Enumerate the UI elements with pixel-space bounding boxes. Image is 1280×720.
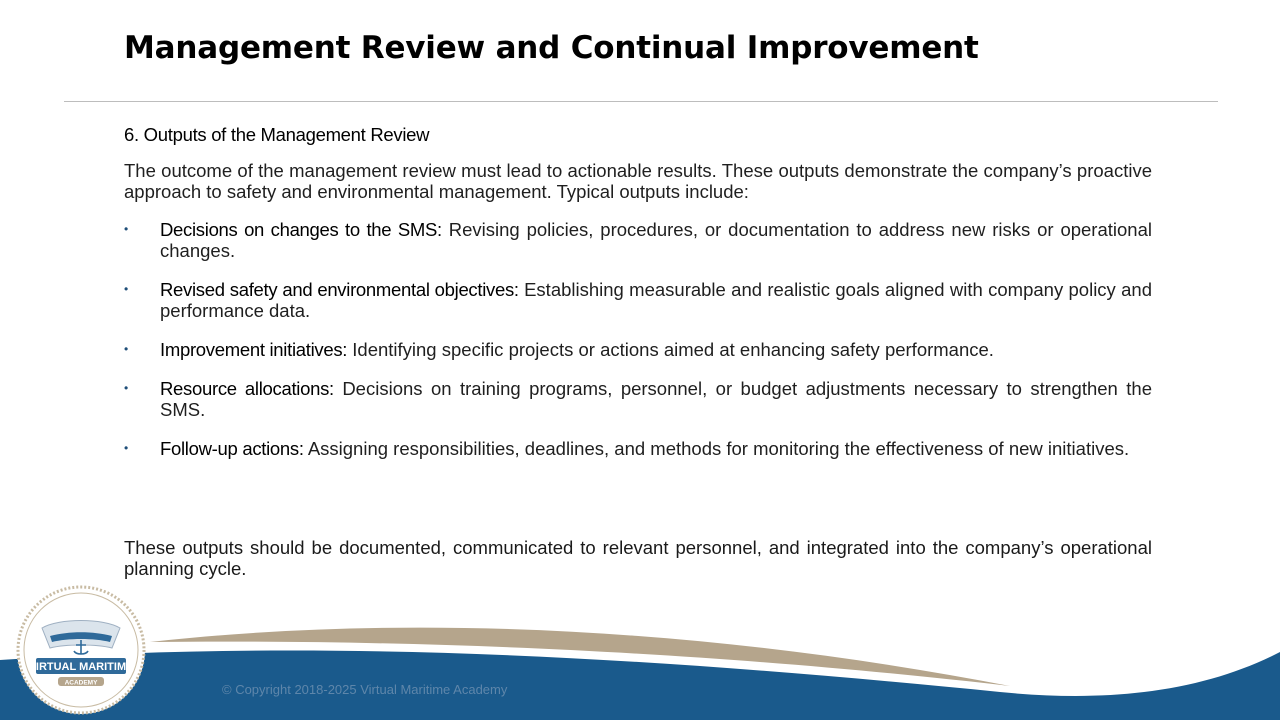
content-body — [124, 124, 1152, 477]
list-item — [124, 339, 1152, 360]
item-term: Improvement initiatives: — [160, 339, 348, 360]
list-item — [124, 219, 1152, 261]
title-divider — [64, 101, 1218, 102]
bullet-icon: • — [124, 282, 129, 296]
closing-paragraph: These outputs should be documented, communicated to relevant personnel, and integrated into the company’s operational planning cycle. — [124, 537, 1152, 579]
item-term: Revised safety and environmental objectives: — [160, 279, 519, 300]
bullet-icon: • — [124, 222, 129, 236]
item-text: Revising policies, procedures, or documentation to address new risks or operational changes. — [160, 219, 1152, 261]
item-text: Decisions on training programs, personnel, or budget adjustments necessary to strengthen the SMS. — [160, 378, 1152, 420]
list-item — [124, 378, 1152, 420]
item-text: Establishing measurable and realistic goals aligned with company policy and performance data. — [160, 279, 1152, 321]
bullet-icon: • — [124, 381, 129, 395]
svg-text:ACADEMY: ACADEMY — [64, 679, 98, 687]
bullet-icon: • — [124, 441, 129, 455]
item-text: Assigning responsibilities, deadlines, and methods for monitoring the effectiveness of new initiatives. — [303, 438, 1130, 459]
list-item — [124, 279, 1152, 321]
item-term: Decisions on changes to the SMS: — [160, 219, 442, 240]
section-heading: 6. Outputs of the Management Review — [124, 124, 430, 145]
footer-blue-band — [0, 650, 1280, 720]
bullet-icon: • — [124, 342, 129, 356]
svg-text:VIRTUAL MARITIME: VIRTUAL MARITIME — [28, 661, 134, 673]
footer-wave-graphic — [0, 600, 1280, 720]
copyright-text: © Copyright 2018-2025 Virtual Maritime Academy — [222, 682, 508, 697]
item-term: Follow-up actions: — [160, 438, 304, 459]
slide-title: Management Review and Continual Improvement — [124, 30, 979, 66]
intro-paragraph: The outcome of the management review must lead to actionable results. These outputs demonstrate the company’s proactive approach to safety and environmental management. Typical outputs include: — [124, 160, 1152, 202]
item-text: Identifying specific projects or actions aimed at enhancing safety performance. — [347, 339, 994, 360]
list-item — [124, 438, 1152, 459]
item-term: Resource allocations: — [160, 378, 334, 399]
outputs-list — [124, 219, 1152, 459]
virtual-maritime-logo — [14, 584, 148, 716]
